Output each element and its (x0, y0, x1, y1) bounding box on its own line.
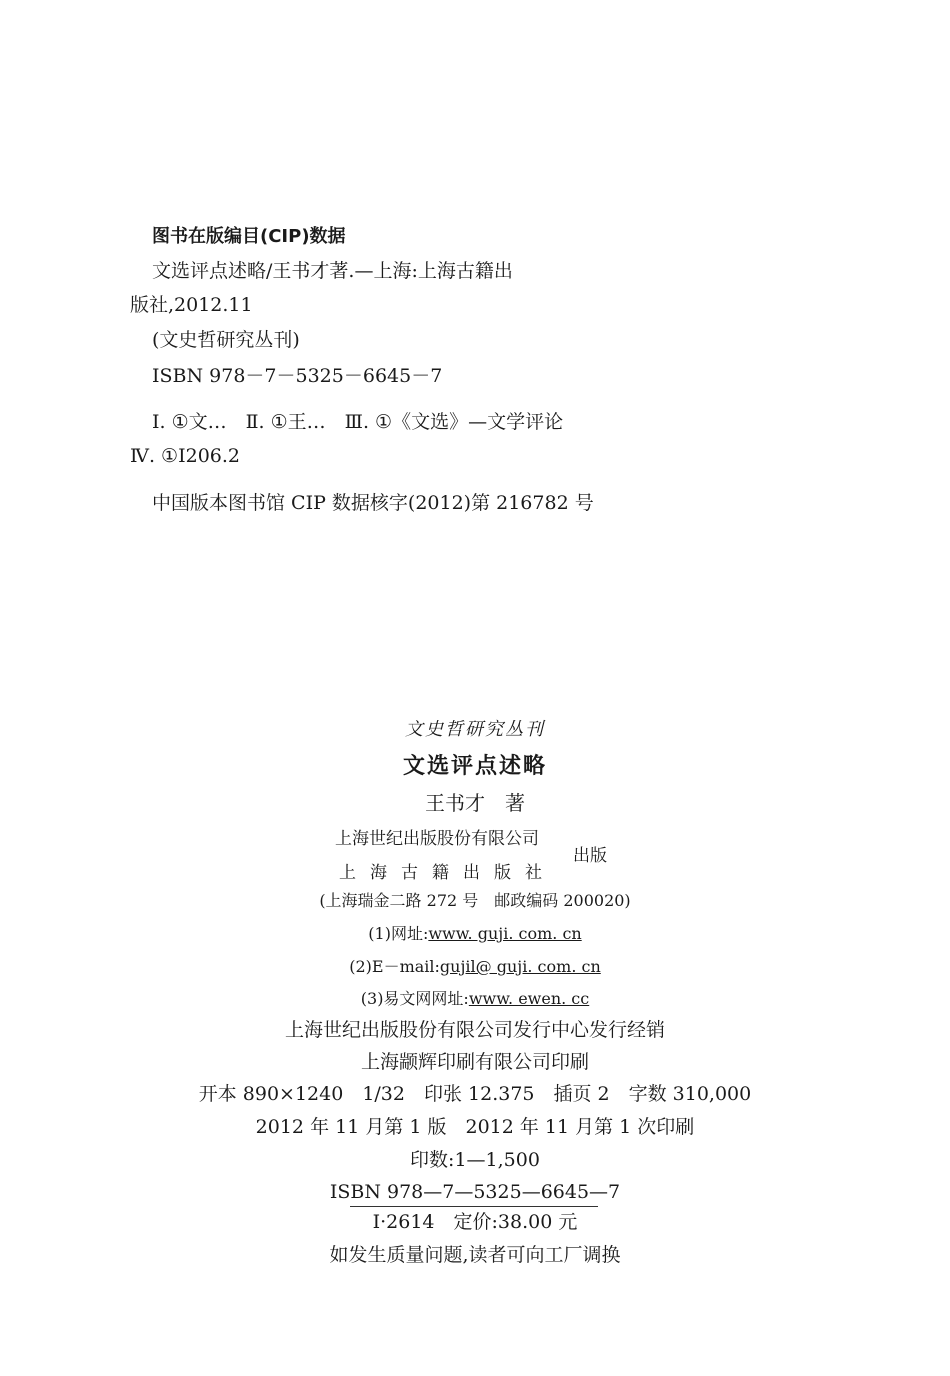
cip-line-publisher: 版社,2012.11 (130, 294, 253, 316)
ewen-line (0, 987, 950, 1011)
print-run: 印数:1—1,500 (410, 1149, 540, 1171)
book-title: 文选评点述略 (402, 754, 547, 779)
cip-line-record-number: 中国版本图书馆 CIP 数据核字(2012)第 216782 号 (152, 492, 594, 514)
ewen-link[interactable]: www. ewen. cc (468, 989, 590, 1008)
cip-line-title: 文选评点述略/王书才著.—上海:上海古籍出 (152, 260, 513, 282)
publisher-company: 上海世纪出版股份有限公司 (335, 829, 539, 849)
isbn-divider (350, 1206, 598, 1207)
quality-notice: 如发生质量问题,读者可向工厂调换 (329, 1244, 621, 1266)
colophon-isbn: ISBN 978—7—5325—6645—7 (329, 1181, 621, 1203)
email-label: (2)E－mail: (349, 957, 440, 976)
book-author: 王书才 著 (425, 791, 525, 815)
website-line (0, 922, 950, 946)
cip-line-series: (文史哲研究丛刊) (152, 329, 300, 351)
email-link[interactable]: gujil@ guji. com. cn (439, 957, 601, 976)
series-name: 文史哲研究丛刊 (405, 719, 545, 740)
email-line (0, 955, 950, 979)
cip-line-isbn: ISBN 978－7－5325－6645－7 (152, 365, 443, 387)
cip-line-classification-number: Ⅳ. ①I206.2 (130, 445, 240, 467)
ewen-label: (3)易文网网址: (360, 989, 469, 1008)
price-line: I·2614 定价:38.00 元 (372, 1211, 578, 1233)
distributor: 上海世纪出版股份有限公司发行中心发行经销 (284, 1019, 665, 1041)
publisher-press: 上海古籍出版社 (339, 863, 556, 883)
printer: 上海颛辉印刷有限公司印刷 (360, 1051, 589, 1073)
publisher-block (335, 824, 635, 886)
cip-line-classification: Ⅰ. ①文… Ⅱ. ①王… Ⅲ. ①《文选》—文学评论 (152, 411, 564, 433)
website-label: (1)网址: (368, 924, 429, 943)
publisher-address: (上海瑞金二路 272 号 邮政编码 200020) (319, 891, 631, 910)
book-specs: 开本 890×1240 1/32 印张 12.375 插页 2 字数 310,000 (198, 1083, 752, 1105)
cip-heading: 图书在版编目(CIP)数据 (152, 226, 346, 247)
website-link[interactable]: www. guji. com. cn (428, 924, 582, 943)
publish-word: 出版 (573, 846, 607, 866)
edition-info: 2012 年 11 月第 1 版 2012 年 11 月第 1 次印刷 (255, 1116, 695, 1138)
